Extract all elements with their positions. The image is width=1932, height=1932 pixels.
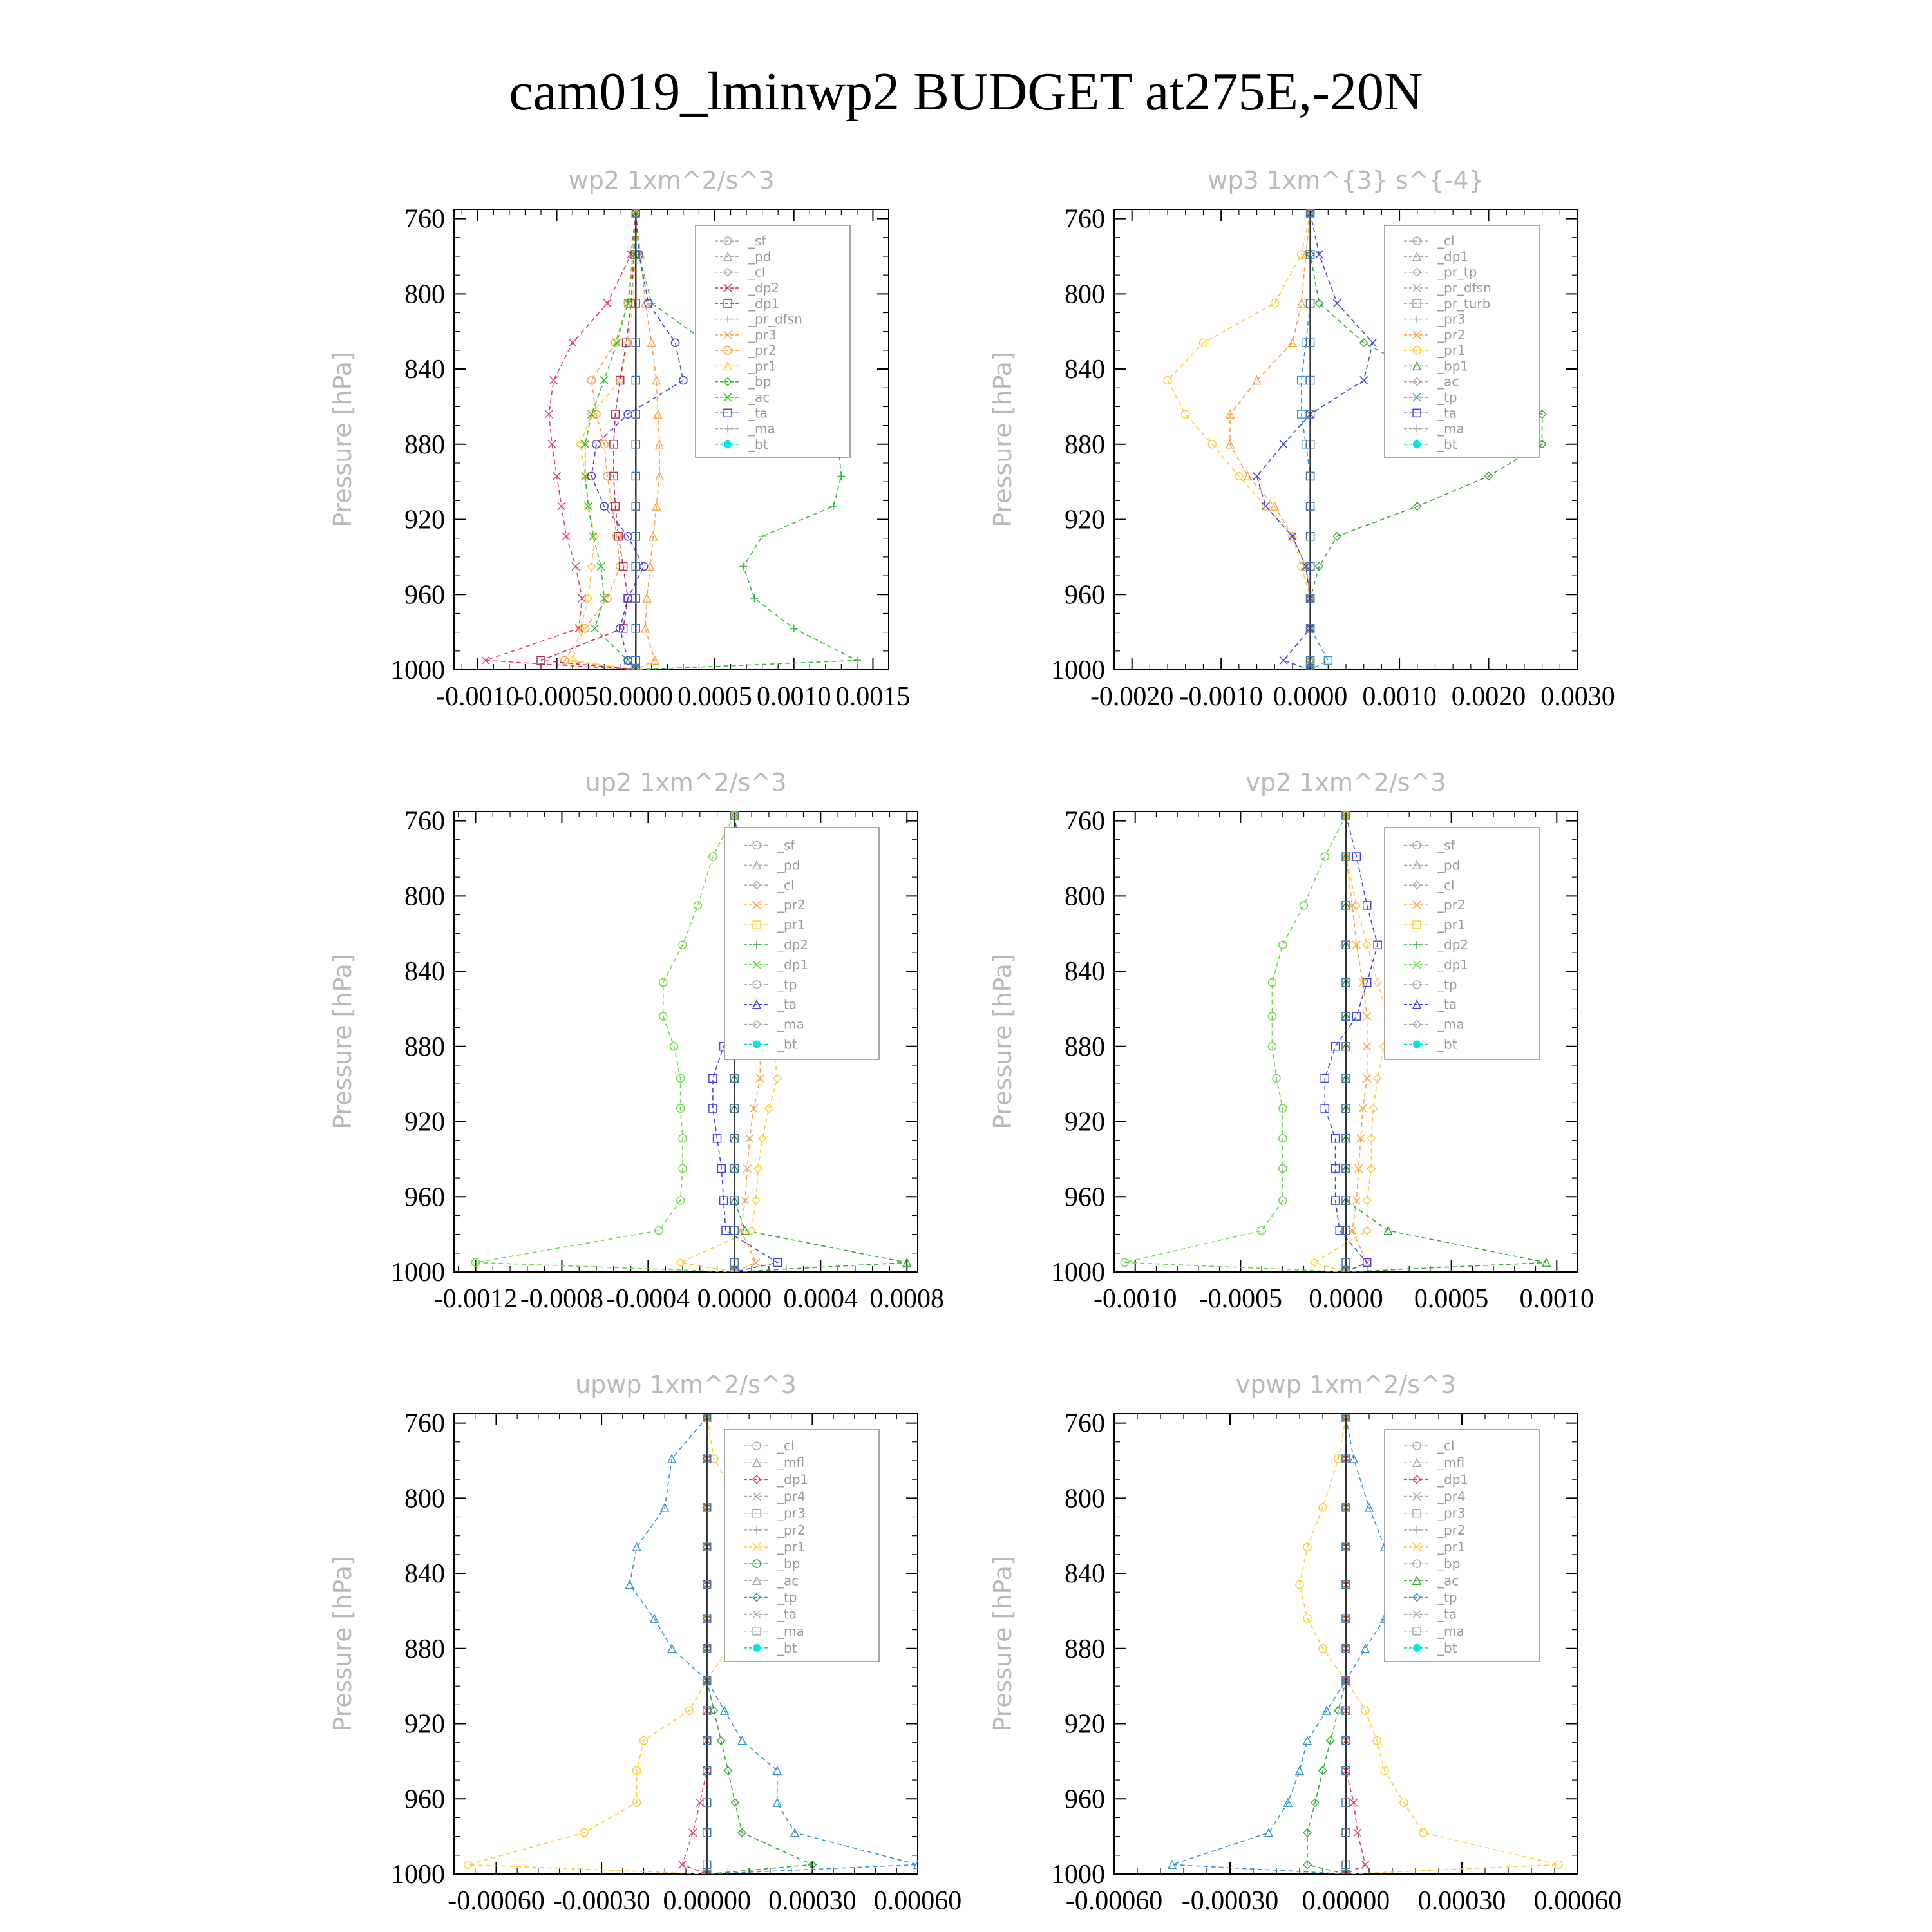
legend-label: _dp1 [1437, 249, 1469, 265]
y-tick-label: 960 [404, 1785, 445, 1815]
x-tick-label: 0.0020 [1451, 682, 1526, 712]
legend-label: _dp2 [748, 280, 780, 296]
x-tick-label: 0.0000 [1273, 682, 1348, 712]
legend-label: _bt [1437, 436, 1457, 452]
x-tick-label: -0.00030 [1181, 1886, 1279, 1916]
legend-label: _ac [1437, 1573, 1459, 1589]
y-tick-label: 840 [404, 355, 445, 385]
legend-label: _ma [777, 1623, 804, 1639]
legend-label: _ma [777, 1016, 804, 1032]
x-tick-label: 0.0010 [756, 682, 831, 712]
y-tick-label: 1000 [391, 1258, 445, 1287]
legend-label: _sf [748, 233, 766, 249]
legend-marker [1413, 1644, 1421, 1652]
legend-label: _mfl [1437, 1455, 1465, 1471]
panel-title: vp2 1xm^2/s^3 [1245, 768, 1446, 797]
legend-label: _dp1 [748, 296, 780, 312]
legend-label: _ta [777, 996, 797, 1012]
y-tick-label: 880 [404, 430, 445, 460]
legend-label: _pr2 [777, 1522, 806, 1538]
legend-label: _bt [777, 1640, 797, 1656]
x-tick-label: -0.0008 [520, 1284, 604, 1314]
legend-label: _ac [748, 390, 770, 405]
legend-label: _pr_turb [1437, 296, 1491, 312]
y-tick-label: 840 [1065, 957, 1105, 987]
y-tick-label: 760 [404, 204, 445, 234]
x-tick-label: -0.0005 [1198, 1284, 1283, 1314]
legend-label: _ta [1437, 1606, 1457, 1622]
x-tick-label: 0.0005 [677, 682, 752, 712]
legend-label: _ma [748, 421, 775, 437]
legend-label: _ta [1437, 405, 1457, 421]
legend-label: _cl [777, 877, 795, 893]
x-tick-label: -0.0010 [1093, 1284, 1177, 1314]
x-tick-label: -0.0004 [606, 1284, 690, 1314]
x-tick-label: -0.00060 [448, 1886, 545, 1916]
y-tick-label: 880 [1065, 1032, 1105, 1062]
legend-label: _bt [777, 1036, 797, 1052]
legend-label: _pd [748, 249, 772, 265]
y-tick-label: 760 [404, 1408, 445, 1439]
y-tick-label: 920 [404, 1107, 445, 1137]
legend-label: _pr1 [748, 358, 777, 374]
y-tick-label: 800 [404, 279, 445, 310]
y-axis-label: Pressure [hPa] [989, 954, 1017, 1130]
x-tick-label: 0.0030 [1540, 682, 1615, 712]
x-tick-label: -0.0010 [1179, 682, 1263, 712]
x-tick-label: -0.00030 [553, 1886, 650, 1916]
legend-label: _pr_dfsn [1437, 280, 1492, 296]
y-axis-label: Pressure [hPa] [328, 352, 357, 527]
y-tick-label: 1000 [391, 1860, 445, 1889]
panel-title: wp2 1xm^2/s^3 [568, 166, 775, 194]
y-tick-label: 920 [404, 1709, 445, 1739]
legend-label: _cl [748, 264, 766, 280]
y-tick-label: 760 [1065, 1408, 1105, 1439]
x-tick-label: -0.0005 [515, 682, 599, 712]
legend-label: _tp [777, 1589, 797, 1605]
x-tick-label: 0.00030 [768, 1886, 857, 1916]
y-tick-label: 1000 [1051, 1860, 1105, 1889]
legend-label: _ta [748, 405, 768, 421]
x-tick-label: 0.00030 [1417, 1886, 1506, 1916]
y-tick-label: 1000 [1051, 656, 1105, 685]
legend-label: _bt [1437, 1036, 1457, 1052]
legend-marker [1413, 1041, 1421, 1048]
legend-label: _tp [777, 976, 797, 992]
y-tick-label: 880 [1065, 1634, 1105, 1664]
y-tick-label: 880 [404, 1032, 445, 1062]
legend-label: _pr3 [1437, 311, 1466, 327]
x-tick-label: 0.0015 [835, 682, 911, 712]
legend-label: _sf [1437, 837, 1455, 853]
legend-label: _dp1 [1437, 1472, 1469, 1488]
legend-label: _pr_tp [1437, 264, 1477, 280]
legend-label: _pr4 [777, 1488, 806, 1504]
legend-label: _pr1 [1437, 917, 1466, 933]
legend-label: _bp1 [1437, 358, 1469, 374]
legend-label: _pd [777, 857, 800, 873]
x-tick-label: 0.00060 [1533, 1886, 1622, 1916]
legend-label: _tp [1437, 390, 1457, 405]
legend-label: _bt [748, 436, 768, 452]
legend-label: _pr1 [777, 917, 806, 933]
y-tick-label: 920 [1065, 1709, 1105, 1739]
legend-label: _ta [777, 1606, 797, 1622]
legend-label: _dp1 [777, 956, 809, 972]
y-axis-label: Pressure [hPa] [328, 954, 357, 1130]
legend-label: _pr2 [777, 897, 806, 913]
legend-label: _cl [777, 1438, 795, 1454]
legend-label: _dp2 [1437, 937, 1469, 952]
x-tick-label: 0.0008 [869, 1284, 945, 1314]
legend-label: _dp2 [777, 937, 809, 952]
legend-label: _pr2 [1437, 327, 1466, 343]
y-tick-label: 960 [1065, 580, 1105, 611]
legend-label: _pr4 [1437, 1488, 1466, 1504]
legend-label: _cl [1437, 233, 1455, 249]
x-tick-label: 0.0004 [783, 1284, 858, 1314]
y-axis-label: Pressure [hPa] [989, 352, 1017, 527]
legend-label: _bp [748, 374, 772, 390]
x-tick-label: 0.0010 [1362, 682, 1437, 712]
x-tick-label: 0.0000 [1309, 1284, 1383, 1314]
legend-label: _pd [1437, 857, 1461, 873]
legend-label: _pr1 [1437, 343, 1466, 359]
legend-marker [753, 1644, 761, 1652]
panel-title: up2 1xm^2/s^3 [585, 768, 787, 797]
legend-label: _bt [1437, 1640, 1457, 1656]
x-tick-label: 0.00000 [663, 1886, 751, 1916]
y-tick-label: 960 [404, 580, 445, 611]
legend-label: _pr2 [748, 343, 777, 359]
y-tick-label: 800 [1065, 1484, 1105, 1514]
x-tick-label: 0.00000 [1302, 1886, 1390, 1916]
y-tick-label: 880 [1065, 430, 1105, 460]
y-tick-label: 800 [1065, 882, 1105, 912]
legend-label: _dp1 [1437, 956, 1469, 972]
figure-title: cam019_lminwp2 BUDGET at275E,-20N [509, 62, 1423, 122]
y-tick-label: 1000 [391, 656, 445, 685]
legend-label: _ma [1437, 1623, 1464, 1639]
y-tick-label: 800 [404, 882, 445, 912]
y-tick-label: 880 [404, 1634, 445, 1664]
y-tick-label: 920 [1065, 1107, 1105, 1137]
legend-label: _pr1 [1437, 1539, 1466, 1555]
legend-label: _bp [777, 1556, 800, 1572]
x-tick-label: 0.0010 [1519, 1284, 1595, 1314]
y-tick-label: 920 [404, 505, 445, 535]
panel-title: vpwp 1xm^2/s^3 [1235, 1370, 1457, 1399]
legend-marker [753, 1041, 761, 1048]
legend-label: _pr1 [777, 1539, 806, 1555]
legend-label: _ta [1437, 996, 1457, 1012]
legend-label: _sf [777, 837, 795, 853]
y-tick-label: 920 [1065, 505, 1105, 535]
legend-label: _dp1 [777, 1472, 809, 1488]
y-tick-label: 1000 [1051, 1258, 1105, 1287]
legend-label: _pr2 [1437, 1522, 1466, 1538]
x-tick-label: -0.0010 [436, 682, 520, 712]
x-tick-label: -0.0020 [1090, 682, 1174, 712]
y-tick-label: 840 [1065, 355, 1105, 385]
legend-marker [1413, 440, 1421, 448]
y-tick-label: 840 [1065, 1559, 1105, 1589]
y-tick-label: 840 [404, 1559, 445, 1589]
panel-title: upwp 1xm^2/s^3 [575, 1370, 797, 1399]
panel-title: wp3 1xm^{3} s^{-4} [1208, 166, 1484, 194]
legend-label: _ac [1437, 374, 1459, 390]
y-tick-label: 800 [404, 1484, 445, 1514]
legend-label: _pr2 [1437, 897, 1466, 913]
y-tick-label: 960 [1065, 1182, 1105, 1213]
y-axis-label: Pressure [hPa] [328, 1556, 357, 1732]
y-tick-label: 760 [1065, 204, 1105, 234]
legend-label: _cl [1437, 1438, 1455, 1454]
y-tick-label: 960 [404, 1182, 445, 1213]
legend-label: _pr3 [1437, 1505, 1466, 1521]
y-tick-label: 960 [1065, 1785, 1105, 1815]
legend-label: _mfl [777, 1455, 805, 1471]
legend-label: _pr_dfsn [748, 311, 802, 327]
legend-label: _ac [777, 1573, 799, 1589]
y-tick-label: 800 [1065, 279, 1105, 310]
x-tick-label: 0.0000 [598, 682, 674, 712]
legend-label: _ma [1437, 421, 1464, 437]
legend-label: _tp [1437, 1589, 1457, 1605]
x-tick-label: 0.0005 [1414, 1284, 1489, 1314]
y-tick-label: 760 [404, 806, 445, 837]
x-tick-label: -0.00060 [1065, 1886, 1163, 1916]
legend-label: _bp [1437, 1556, 1461, 1572]
legend-label: _pr3 [777, 1505, 806, 1521]
y-tick-label: 840 [404, 957, 445, 987]
y-axis-label: Pressure [hPa] [989, 1556, 1017, 1732]
x-tick-label: 0.0000 [697, 1284, 772, 1314]
legend-label: _cl [1437, 877, 1455, 893]
legend-marker [724, 440, 732, 448]
legend-label: _ma [1437, 1016, 1464, 1032]
x-tick-label: -0.0012 [433, 1284, 518, 1314]
legend-label: _pr3 [748, 327, 777, 343]
legend-label: _tp [1437, 976, 1457, 992]
x-tick-label: 0.00060 [873, 1886, 962, 1916]
y-tick-label: 760 [1065, 806, 1105, 837]
